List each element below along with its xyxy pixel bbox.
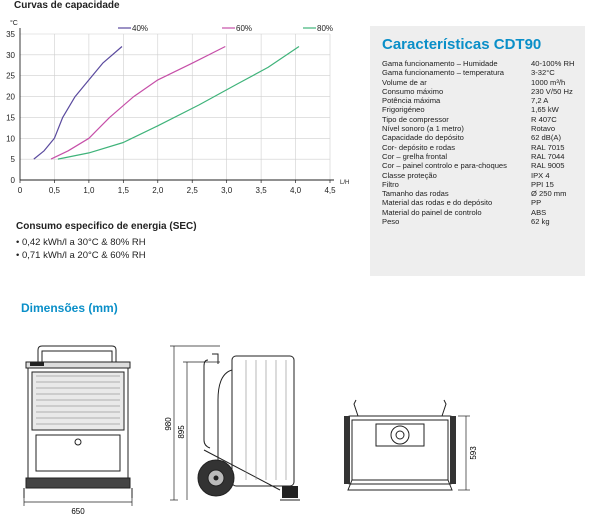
spec-row — [382, 217, 582, 226]
spec-key: Tipo de compressor — [382, 114, 449, 124]
dim-side-body: 895 — [177, 425, 186, 439]
spec-value: 40-100% RH — [531, 59, 575, 68]
dimensions-title: Dimensões (mm) — [21, 301, 118, 315]
spec-value: RAL 9005 — [531, 161, 565, 171]
spec-row — [382, 171, 582, 180]
chart-legend — [118, 24, 333, 33]
chart-axes — [6, 19, 349, 195]
sec-list — [16, 236, 146, 262]
sec-item: • 0,42 kWh/l a 30°C & 80% RH — [16, 237, 146, 248]
capacity-chart — [0, 10, 350, 215]
x-tick-label: 4,5 — [324, 186, 336, 195]
spec-key: Filtro — [382, 179, 399, 189]
spec-key: Nível sonoro (a 1 metro) — [382, 124, 464, 134]
side-view-drawing — [160, 340, 330, 520]
x-axis-label: L/H — [340, 180, 350, 186]
x-tick-label: 0,5 — [48, 186, 61, 195]
spec-value: Rotavo — [531, 124, 556, 134]
x-tick-label: 2,5 — [186, 186, 198, 195]
spec-value: 3-32°C — [531, 68, 555, 78]
y-tick-label: 20 — [6, 92, 15, 102]
top-view-drawing — [340, 390, 480, 505]
y-tick-label: 5 — [10, 155, 15, 165]
sec-title: Consumo especifico de energia (SEC) — [16, 221, 197, 232]
spec-title: Características CDT90 — [382, 36, 542, 53]
spec-value: RAL 7044 — [531, 151, 565, 161]
dim-side-total: 980 — [164, 417, 173, 431]
spec-value: IPX 4 — [531, 170, 550, 180]
spec-row — [382, 198, 582, 207]
spec-key: Gama funcionamento – temperatura — [382, 68, 504, 78]
spec-key: Potência máxima — [382, 96, 441, 106]
spec-value: Ø 250 mm — [531, 189, 567, 199]
spec-value: R 407C — [531, 114, 557, 124]
chart-grid — [20, 34, 330, 180]
chart-series — [34, 47, 299, 160]
spec-key: Tamanho das rodas — [382, 189, 449, 199]
x-tick-label: 0 — [17, 186, 23, 195]
spec-value: 1000 m³/h — [531, 77, 566, 87]
spec-value: 62 kg — [531, 217, 550, 227]
series-line — [51, 47, 225, 160]
spec-table — [382, 59, 582, 226]
spec-panel — [370, 26, 585, 276]
spec-value: PP — [531, 198, 542, 208]
spec-row — [382, 115, 582, 124]
spec-key: Volume de ar — [382, 77, 427, 87]
y-tick-label: 35 — [6, 30, 15, 39]
spec-row — [382, 68, 582, 77]
spec-row — [382, 105, 582, 114]
legend-label: 40% — [132, 24, 149, 33]
spec-key: Cor – painel controlo e para-choques — [382, 161, 507, 171]
dim-front-width: 650 — [71, 507, 85, 516]
x-tick-label: 4,0 — [289, 186, 302, 195]
y-tick-label: 25 — [6, 71, 15, 81]
dim-top-depth: 593 — [469, 446, 478, 460]
spec-value: 1,65 kW — [531, 105, 559, 115]
x-tick-label: 3,5 — [255, 186, 267, 195]
spec-row — [382, 78, 582, 87]
spec-key: Classe proteção — [382, 170, 437, 180]
x-tick-label: 1,0 — [83, 186, 95, 195]
spec-key: Cor- depósito e rodas — [382, 142, 456, 152]
spec-key: Material das rodas e do depósito — [382, 198, 493, 208]
x-tick-label: 1,5 — [117, 186, 129, 195]
spec-row — [382, 124, 582, 133]
legend-label: 60% — [236, 24, 253, 33]
spec-value: 62 dB(A) — [531, 133, 561, 143]
y-axis-label: °C — [10, 20, 18, 27]
series-line — [58, 47, 299, 160]
spec-row — [382, 87, 582, 96]
y-tick-label: 30 — [6, 50, 15, 60]
spec-row — [382, 152, 582, 161]
spec-key: Capacidade do depósito — [382, 133, 464, 143]
spec-key: Cor – grelha frontal — [382, 151, 448, 161]
spec-row — [382, 208, 582, 217]
y-tick-label: 10 — [6, 134, 15, 144]
legend-label: 80% — [317, 24, 334, 33]
spec-row — [382, 180, 582, 189]
spec-key: Frigorigéneo — [382, 105, 425, 115]
x-tick-label: 2,0 — [152, 186, 164, 195]
spec-row — [382, 59, 582, 68]
spec-value: RAL 7015 — [531, 142, 565, 152]
spec-row — [382, 189, 582, 198]
chart-title: Curvas de capacidade — [14, 0, 120, 11]
spec-value: 230 V/50 Hz — [531, 86, 573, 96]
spec-row — [382, 161, 582, 170]
spec-value: 7,2 A — [531, 96, 549, 106]
x-tick-label: 3,0 — [221, 186, 233, 195]
spec-row — [382, 133, 582, 142]
spec-key: Peso — [382, 217, 400, 227]
front-view-drawing — [10, 340, 150, 520]
spec-value: ABS — [531, 207, 547, 217]
spec-key: Consumo máximo — [382, 86, 444, 96]
sec-item: • 0,71 kWh/l a 20°C & 60% RH — [16, 250, 146, 261]
y-tick-label: 15 — [6, 113, 15, 123]
series-line — [34, 47, 122, 160]
spec-key: Gama funcionamento – Humidade — [382, 59, 498, 68]
spec-row — [382, 96, 582, 105]
spec-key: Material do painel de controlo — [382, 207, 482, 217]
y-tick-label: 0 — [10, 176, 15, 185]
spec-value: PPI 15 — [531, 179, 554, 189]
spec-row — [382, 143, 582, 152]
